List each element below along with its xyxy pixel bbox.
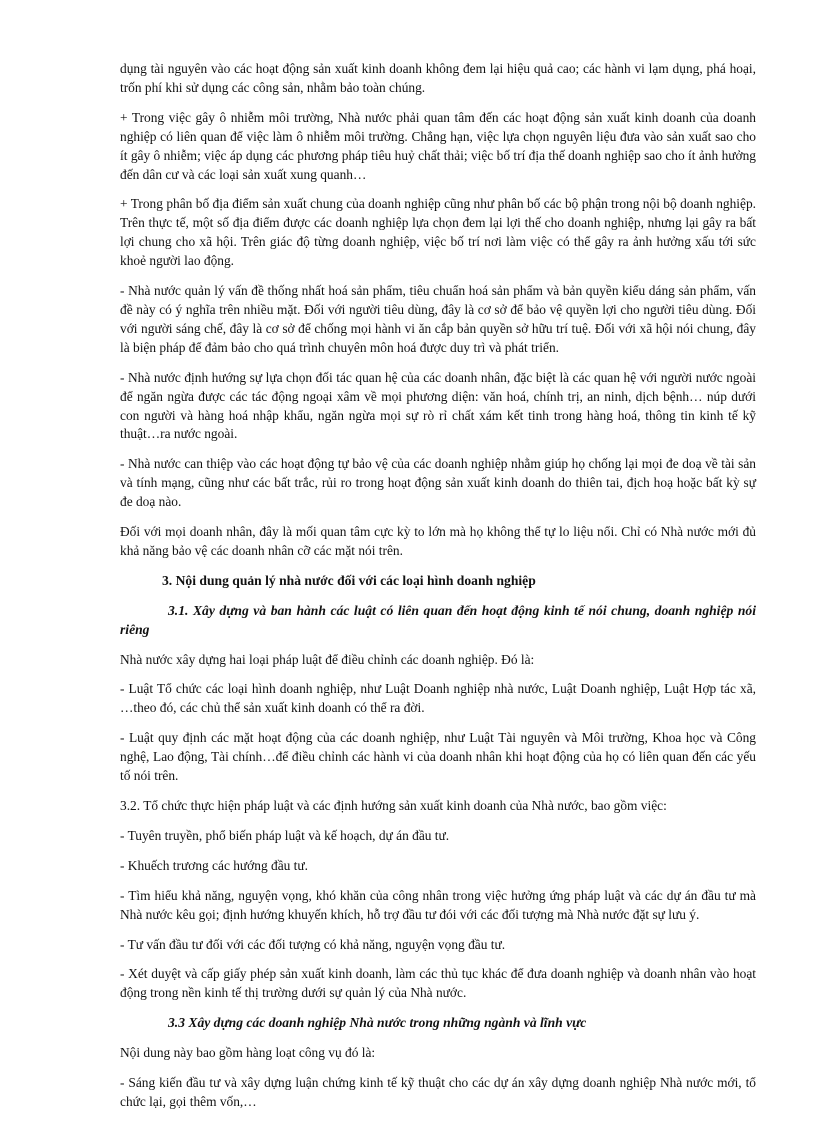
subheading-3-3: 3.3 Xây dựng các doanh nghiệp Nhà nước trong những ngành và lĩnh vực (168, 1015, 587, 1031)
paragraph-3-1-item-2: - Luật quy định các mặt hoạt động của các doanh nghiệp, như Luật Tài nguyên và Môi trường, Khoa học và Công nghệ, Lao động, Tài chính…để điều chỉnh các hành vi của doanh nhân khi hoạt động của họ có liên quan đến các yếu tố nói trên. (120, 730, 756, 784)
paragraph-3-1-intro: Nhà nước xây dựng hai loại pháp luật để điều chỉnh các doanh nghiệp. Đó là: (120, 651, 535, 667)
paragraph-3-3-item-1: - Sáng kiến đầu tư và xây dựng luận chứng kinh tế kỹ thuật cho các dự án xây dựng doanh nghiệp Nhà nước mới, tổ chức lại, gọi thêm vốn,… (120, 1075, 756, 1109)
paragraph-3-2-item-4: - Tư vấn đầu tư đối với các đối tượng có khả năng, nguyện vọng đầu tư. (120, 936, 506, 952)
paragraph-location: + Trong phân bố địa điểm sản xuất chung của doanh nghiệp cũng như phân bố các bộ phận trong nội bộ doanh nghiệp. Trên thực tế, một số địa điểm được các doanh nghiệp lựa chọn đem lại lợi thế cho doanh nghiệp, nhưng lại gây ra bất lợi chung cho xã hội. Trên giác độ từng doanh nghiệp, việc bố trí nơi làm việc có thể gây ra ảnh hưởng xấu tới sức khoẻ người lao động. (120, 196, 756, 269)
paragraph-3-2-item-5: - Xét duyệt và cấp giấy phép sản xuất kinh doanh, làm các thủ tục khác để đưa doanh nghiệp và doanh nhân vào hoạt động trong nền kinh tế thị trường dưới sự quản lý của Nhà nước. (120, 966, 756, 1001)
paragraph-resource-use: dụng tài nguyên vào các hoạt động sản xuất kinh doanh không đem lại hiệu quả cao; các hành vi lạm dụng, phá hoại, trốn phí khi sử dụng các công sản, nhằm bảo toàn chúng. (120, 61, 756, 95)
paragraph-3-2-item-2: - Khuếch trương các hướng đầu tư. (120, 857, 309, 873)
paragraph-pollution: + Trong việc gây ô nhiễm môi trường, Nhà nước phải quan tâm đến các hoạt động sản xuất kinh doanh của doanh nghiệp có liên quan để việc làm ô nhiễm môi trường. Chẳng hạn, việc lựa chọn nguyên liệu đưa vào sản xuất sao cho ít gây ô nhiễm; việc áp dụng các phương pháp tiêu huỷ chất thải; việc bố trí địa thế doanh nghiệp sao cho ít ảnh hưởng đến dân cư và các loại sản xuất xung quanh… (120, 109, 756, 182)
paragraph-3-2-item-1: - Tuyên truyền, phổ biến pháp luật và kế hoạch, dự án đầu tư. (120, 827, 450, 843)
paragraph-3-3-intro: Nội dung này bao gồm hàng loạt công vụ đó là: (120, 1045, 376, 1061)
paragraph-standardization: - Nhà nước quản lý vấn đề thống nhất hoá sản phẩm, tiêu chuẩn hoá sản phẩm và bản quyền kiểu dáng sản phẩm, vấn đề này có ý nghĩa trên nhiều mặt. Đối với người tiêu dùng, đây là cơ sở để bảo vệ quyền lợi cho người tiêu dùng. Đối với người sáng chế, đây là cơ sở để chống mọi hành vi ăn cắp bản quyền sở hữu trí tuệ. Đối với xã hội nói chung, đây là biện pháp để đảm bảo cho quá trình chuyên môn hoá được duy trì và phát triển. (120, 283, 756, 355)
paragraph-3-2-intro: 3.2. Tổ chức thực hiện pháp luật và các định hướng sản xuất kinh doanh của Nhà nước, bao gồm việc: (120, 798, 667, 813)
paragraph-partner-selection: - Nhà nước định hướng sự lựa chọn đối tác quan hệ của các doanh nhân, đặc biệt là các quan hệ với người nước ngoài để ngăn ngừa được các tác động ngoại xâm về mọi phương diện: văn hoá, chính trị, an ninh, dịch bệnh… núp dưới con người và hàng hoá nhập khẩu, ngăn ngừa mọi sự rò rỉ chất xám kết tinh trong hàng hoá, thông tin kinh tế kỹ thuật…ra nước ngoài. (120, 369, 756, 442)
paragraph-self-protection: - Nhà nước can thiệp vào các hoạt động tự bảo vệ của các doanh nghiệp nhằm giúp họ chống lại mọi đe doạ về tài sản và tính mạng, cũng như các bất trắc, rủi ro trong hoạt động sản xuất kinh doanh do thiên tai, địch hoạ hoặc bất kỳ sự đe doạ nào. (120, 456, 756, 510)
paragraph-3-1-item-1: - Luật Tổ chức các loại hình doanh nghiệp, như Luật Doanh nghiệp nhà nước, Luật Doanh nghiệp, Luật Hợp tác xã, …theo đó, các chủ thể sản xuất kinh doanh có thể ra đời. (120, 681, 756, 716)
paragraph-3-2-item-3: - Tìm hiểu khả năng, nguyện vọng, khó khăn của công nhân trong việc hưởng ứng pháp luật và các dự án đầu tư mà Nhà nước kêu gọi; định hướng khuyến khích, hỗ trợ đầu tư đói với các đối tượng mà Nhà nước đặt sự lưu ý. (120, 887, 756, 922)
section-heading-3: 3. Nội dung quản lý nhà nước đối với các loại hình doanh nghiệp (162, 572, 536, 588)
subheading-3-1: 3.1. Xây dựng và ban hành các luật có liên quan đến hoạt động kinh tế nói chung, doanh nghiệp nói riêng (120, 602, 756, 637)
paragraph-concern: Đối với mọi doanh nhân, đây là mối quan tâm cực kỳ to lớn mà họ không thể tự lo liệu nổi. Chỉ có Nhà nước mới đủ khả năng bảo vệ các doanh nhân cỡ các mặt nói trên. (120, 524, 756, 558)
